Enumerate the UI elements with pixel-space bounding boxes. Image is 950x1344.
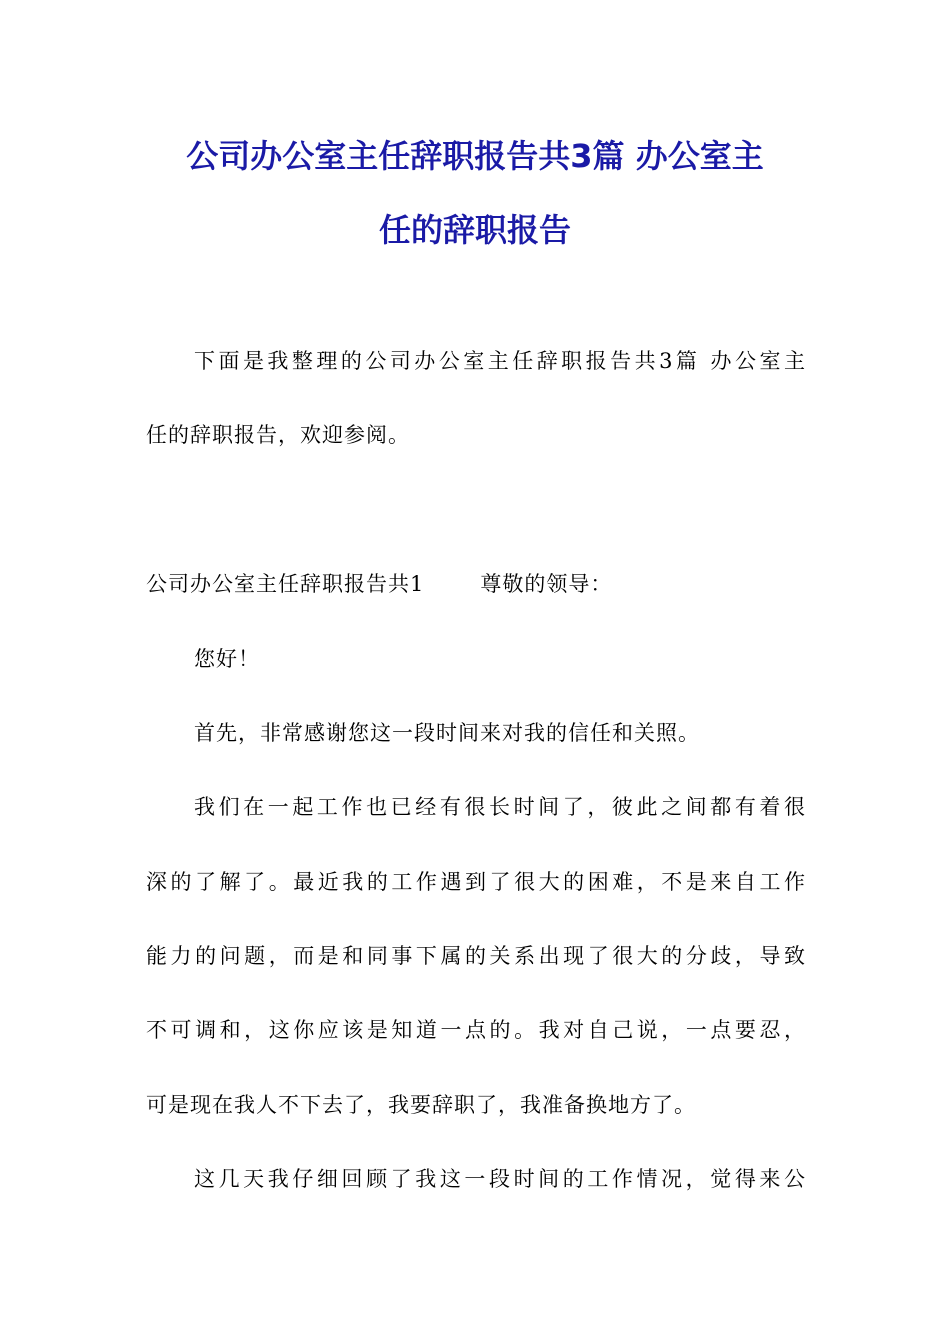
- intro-line-1: 下面是我整理的公司办公室主任辞职报告共3篇 办公室主: [194, 349, 806, 373]
- document-title-line-1: 公司办公室主任辞职报告共3篇 办公室主: [186, 137, 764, 175]
- document-title-line-2: 任的辞职报告: [378, 211, 571, 249]
- paragraph-3-line-1: 这几天我仔细回顾了我这一段时间的工作情况，觉得来公: [194, 1167, 806, 1191]
- paragraph-2-line-4: 不可调和，这你应该是知道一点的。我对自己说，一点要忍，: [146, 1018, 806, 1042]
- paragraph-2-line-2: 深的了解了。最近我的工作遇到了很大的困难，不是来自工作: [146, 870, 806, 894]
- section-heading: 公司办公室主任辞职报告共1: [146, 572, 425, 596]
- paragraph-2-line-3: 能力的问题，而是和同事下属的关系出现了很大的分歧，导致: [146, 944, 806, 968]
- section-heading-line: [146, 569, 806, 599]
- paragraph-2-line-5: 可是现在我人不下去了，我要辞职了，我准备换地方了。: [146, 1093, 696, 1117]
- greeting: 您好！: [194, 647, 260, 671]
- salutation: 尊敬的领导：: [480, 572, 613, 596]
- paragraph-1: 首先，非常感谢您这一段时间来对我的信任和关照。: [194, 721, 700, 745]
- intro-line-2: 任的辞职报告，欢迎参阅。: [146, 423, 410, 447]
- paragraph-2-line-1: 我们在一起工作也已经有很长时间了，彼此之间都有着很: [194, 795, 806, 819]
